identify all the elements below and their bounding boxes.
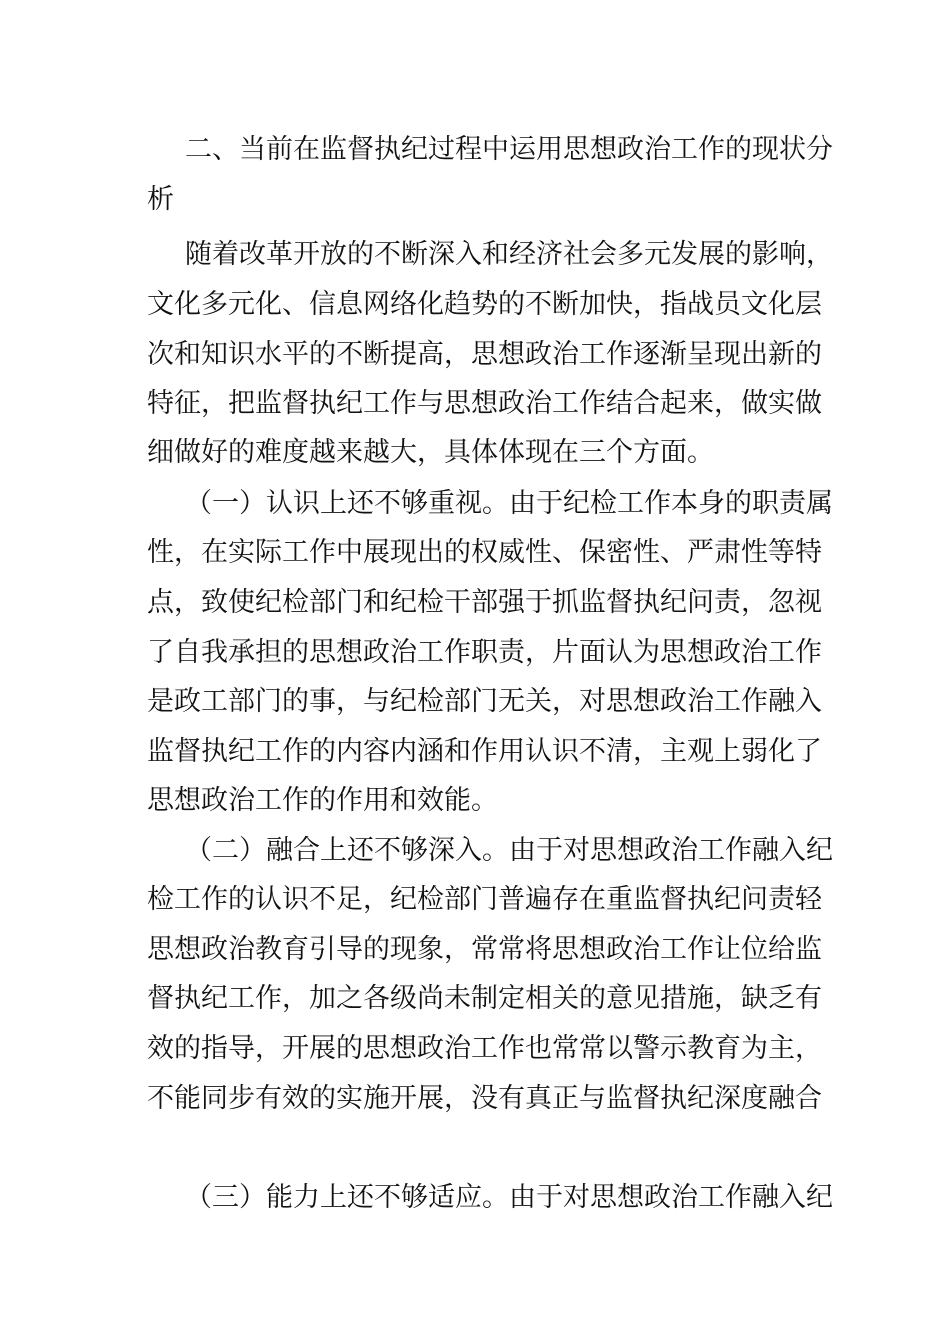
section-heading-line-1: 二、当前在监督执纪过程中运用思想政治工作的现状分 bbox=[185, 134, 833, 165]
paragraph-line: 随着改革开放的不断深入和经济社会多元发展的影响， bbox=[185, 239, 833, 270]
paragraph-line: 性，在实际工作中展现出的权威性、保密性、严肃性等特 bbox=[147, 537, 822, 568]
paragraph-line: 监督执纪工作的内容内涵和作用认识不清，主观上弱化了 bbox=[147, 736, 822, 767]
paragraph-line: （一）认识上还不够重视。由于纪检工作本身的职责属 bbox=[185, 488, 833, 519]
paragraph-line: 不能同步有效的实施开展，没有真正与监督执纪深度融合 bbox=[147, 1083, 822, 1114]
paragraph-line: 特征，把监督执纪工作与思想政治工作结合起来，做实做 bbox=[147, 388, 822, 419]
paragraph-line: 了自我承担的思想政治工作职责，片面认为思想政治工作 bbox=[147, 637, 822, 668]
paragraph-line: 检工作的认识不足，纪检部门普遍存在重监督执纪问责轻 bbox=[147, 884, 822, 915]
paragraph-line: 督执纪工作，加之各级尚未制定相关的意见措施，缺乏有 bbox=[147, 983, 822, 1014]
paragraph-line: 思想政治工作的作用和效能。 bbox=[147, 785, 498, 816]
paragraph-line: 次和知识水平的不断提高，思想政治工作逐渐呈现出新的 bbox=[147, 339, 822, 370]
paragraph-line: （三）能力上还不够适应。由于对思想政治工作融入纪 bbox=[185, 1182, 833, 1213]
paragraph-line: 点，致使纪检部门和纪检干部强于抓监督执纪问责，忽视 bbox=[147, 587, 822, 618]
paragraph-line: 思想政治教育引导的现象，常常将思想政治工作让位给监 bbox=[147, 934, 822, 965]
paragraph-line: 是政工部门的事，与纪检部门无关，对思想政治工作融入 bbox=[147, 686, 822, 717]
section-heading-line-2: 析 bbox=[147, 184, 174, 215]
paragraph-line: 效的指导，开展的思想政治工作也常常以警示教育为主， bbox=[147, 1033, 822, 1064]
paragraph-line: （二）融合上还不够深入。由于对思想政治工作融入纪 bbox=[185, 835, 833, 866]
paragraph-line: 细做好的难度越来越大，具体体现在三个方面。 bbox=[147, 437, 714, 468]
paragraph-line: 文化多元化、信息网络化趋势的不断加快，指战员文化层 bbox=[147, 289, 822, 320]
